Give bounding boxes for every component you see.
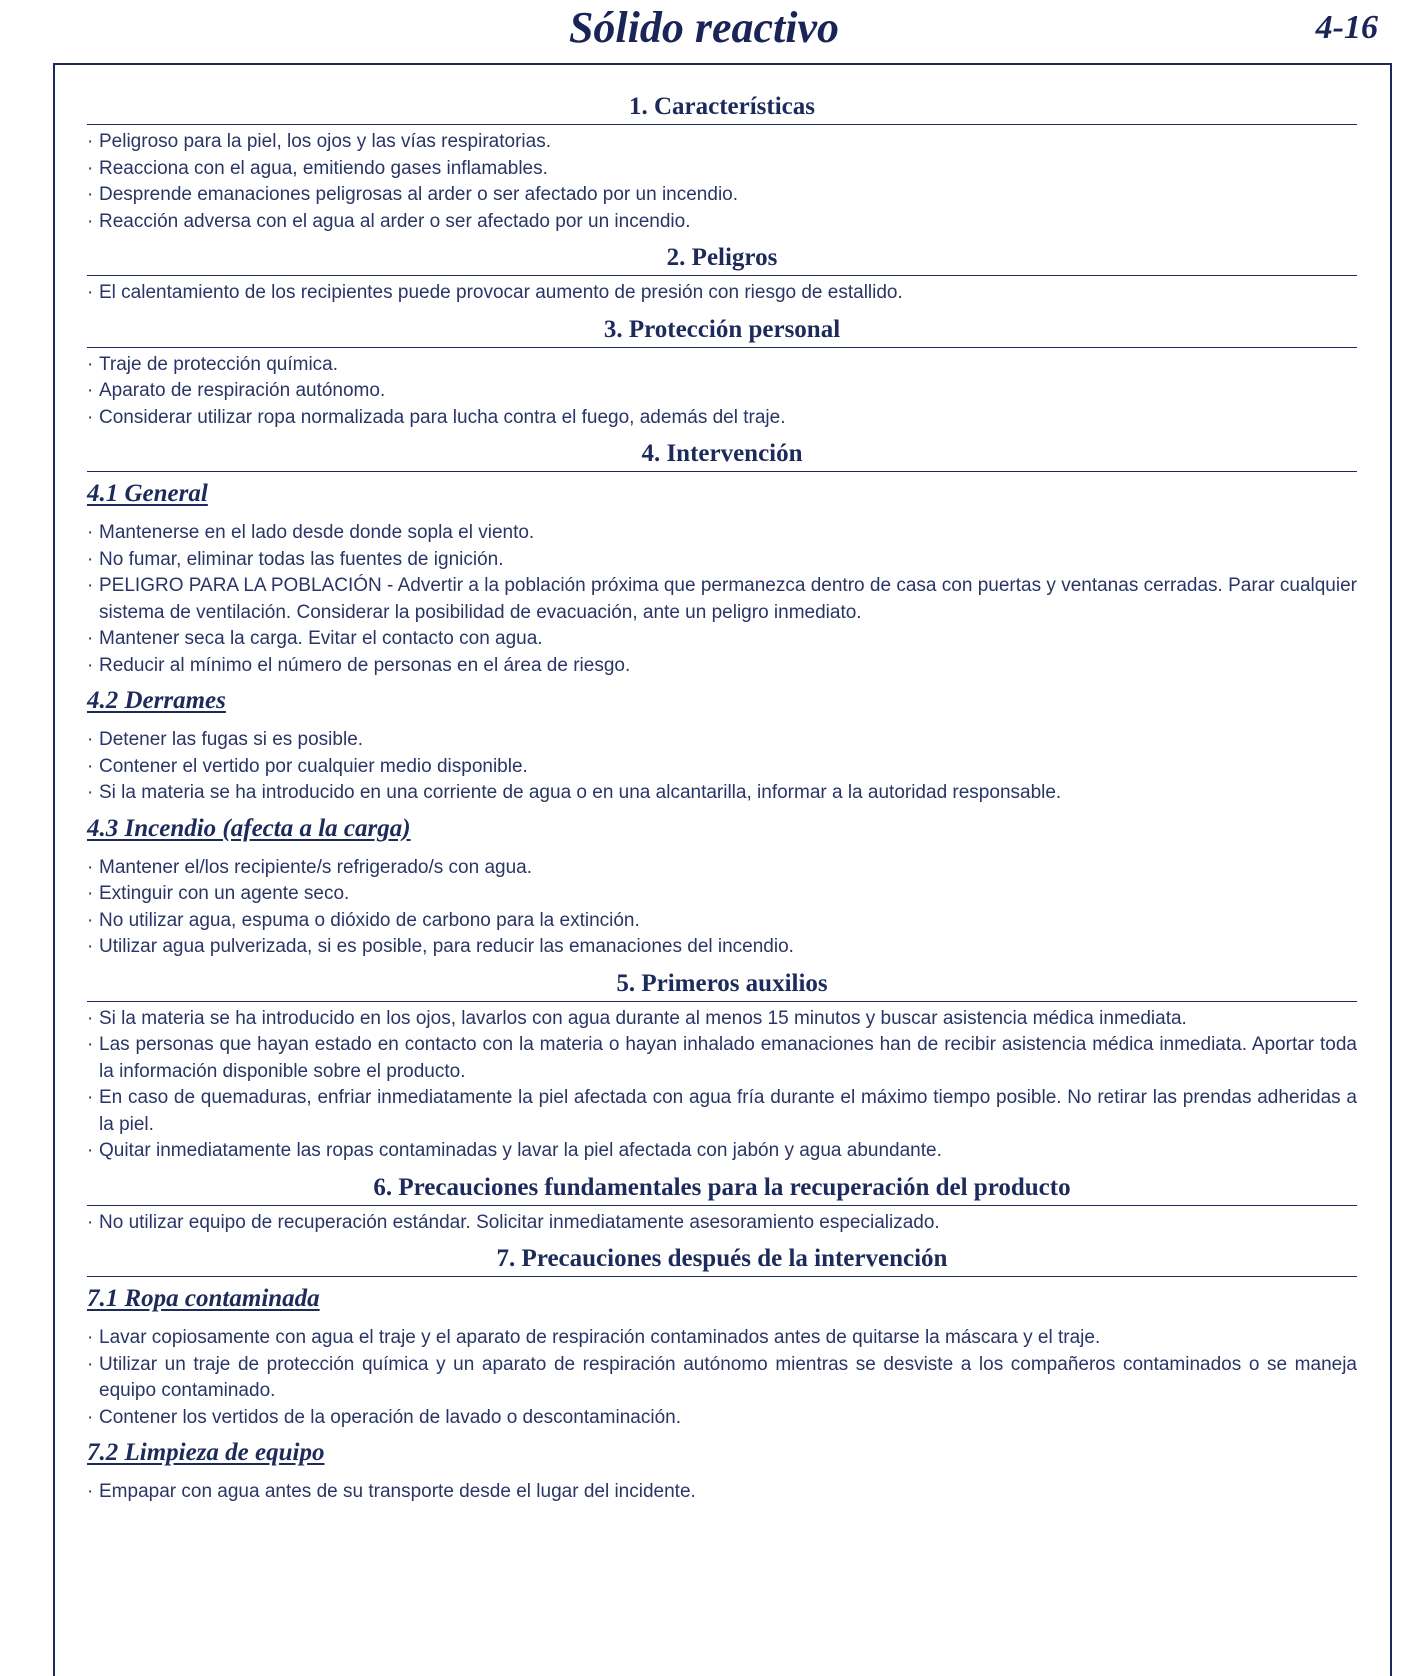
section-heading: 7. Precauciones después de la intervención bbox=[87, 1244, 1357, 1277]
list-item: · No utilizar equipo de recuperación estándar. Solicitar inmediatamente asesoramiento especializado. bbox=[87, 1210, 1357, 1237]
section bbox=[87, 315, 1357, 432]
list-item: · Las personas que hayan estado en contacto con la materia o hayan inhalado emanaciones han de recibir asistencia médica inmediata. Aportar toda la información disponible sobre el producto. bbox=[87, 1032, 1357, 1085]
section-heading: 4. Intervención bbox=[87, 439, 1357, 472]
subsection-heading: 7.2 Limpieza de equipo bbox=[87, 1439, 325, 1466]
section bbox=[87, 1244, 1357, 1506]
list-item: · Si la materia se ha introducido en una corriente de agua o en una alcantarilla, informar a la autoridad responsable. bbox=[87, 780, 1357, 807]
list-item: · Considerar utilizar ropa normalizada para lucha contra el fuego, además del traje. bbox=[87, 405, 1357, 432]
list-item: · No utilizar agua, espuma o dióxido de carbono para la extinción. bbox=[87, 908, 1357, 935]
list-item: · Traje de protección química. bbox=[87, 352, 1357, 379]
item-list bbox=[87, 1210, 1357, 1237]
section bbox=[87, 439, 1357, 961]
list-item: · Utilizar agua pulverizada, si es posible, para reducir las emanaciones del incendio. bbox=[87, 934, 1357, 961]
subsection-heading: 7.1 Ropa contaminada bbox=[87, 1285, 320, 1312]
list-item: · Detener las fugas si es posible. bbox=[87, 727, 1357, 754]
list-item: · Reducir al mínimo el número de personas en el área de riesgo. bbox=[87, 653, 1357, 680]
list-item: · Contener el vertido por cualquier medio disponible. bbox=[87, 754, 1357, 781]
list-item: · El calentamiento de los recipientes puede provocar aumento de presión con riesgo de estallido. bbox=[87, 280, 1357, 307]
list-item: · Empapar con agua antes de su transporte desde el lugar del incidente. bbox=[87, 1479, 1357, 1506]
item-list bbox=[87, 1006, 1357, 1165]
list-item: · Si la materia se ha introducido en los ojos, lavarlos con agua durante al menos 15 minutos y buscar asistencia médica inmediata. bbox=[87, 1006, 1357, 1033]
section bbox=[87, 969, 1357, 1165]
list-item: · Mantenerse en el lado desde donde sopla el viento. bbox=[87, 520, 1357, 547]
document-body bbox=[87, 92, 1357, 1514]
list-item: · Quitar inmediatamente las ropas contaminadas y lavar la piel afectada con jabón y agua abundante. bbox=[87, 1138, 1357, 1165]
list-item: · No fumar, eliminar todas las fuentes de ignición. bbox=[87, 547, 1357, 574]
item-list bbox=[87, 1325, 1357, 1431]
list-item: · Peligroso para la piel, los ojos y las vías respiratorias. bbox=[87, 129, 1357, 156]
list-item: · Reacción adversa con el agua al arder o ser afectado por un incendio. bbox=[87, 209, 1357, 236]
page-number: 4-16 bbox=[1315, 9, 1378, 46]
section-heading: 2. Peligros bbox=[87, 243, 1357, 276]
item-list bbox=[87, 1479, 1357, 1506]
list-item: · Aparato de respiración autónomo. bbox=[87, 378, 1357, 405]
section-heading: 6. Precauciones fundamentales para la recuperación del producto bbox=[87, 1173, 1357, 1206]
section-heading: 3. Protección personal bbox=[87, 315, 1357, 348]
list-item: · Utilizar un traje de protección química y un aparato de respiración autónomo mientras se desviste a los compañeros contaminados o se maneja equipo contaminado. bbox=[87, 1352, 1357, 1405]
list-item: · Mantener el/los recipiente/s refrigerado/s con agua. bbox=[87, 855, 1357, 882]
item-list bbox=[87, 520, 1357, 679]
section-heading: 1. Características bbox=[87, 92, 1357, 125]
page-title: Sólido reactivo bbox=[568, 3, 840, 52]
item-list bbox=[87, 727, 1357, 807]
list-item: · Extinguir con un agente seco. bbox=[87, 881, 1357, 908]
list-item: · PELIGRO PARA LA POBLACIÓN - Advertir a la población próxima que permanezca dentro de casa con puertas y ventanas cerradas. Parar cualquier sistema de ventilación. Considerar la posibilidad de evacuación, ante un peligro inmediato. bbox=[87, 573, 1357, 626]
section-heading: 5. Primeros auxilios bbox=[87, 969, 1357, 1002]
subsection-heading: 4.2 Derrames bbox=[87, 687, 226, 714]
list-item: · Reacciona con el agua, emitiendo gases inflamables. bbox=[87, 156, 1357, 183]
subsection-heading: 4.1 General bbox=[87, 480, 208, 507]
item-list bbox=[87, 280, 1357, 307]
item-list bbox=[87, 855, 1357, 961]
section bbox=[87, 1173, 1357, 1237]
list-item: · Contener los vertidos de la operación de lavado o descontaminación. bbox=[87, 1405, 1357, 1432]
list-item: · Lavar copiosamente con agua el traje y el aparato de respiración contaminados antes de quitarse la máscara y el traje. bbox=[87, 1325, 1357, 1352]
item-list bbox=[87, 129, 1357, 235]
subsection-heading: 4.3 Incendio (afecta a la carga) bbox=[87, 814, 411, 842]
section bbox=[87, 92, 1357, 235]
list-item: · Mantener seca la carga. Evitar el contacto con agua. bbox=[87, 626, 1357, 653]
list-item: · Desprende emanaciones peligrosas al arder o ser afectado por un incendio. bbox=[87, 182, 1357, 209]
item-list bbox=[87, 352, 1357, 432]
list-item: · En caso de quemaduras, enfriar inmediatamente la piel afectada con agua fría durante el máximo tiempo posible. No retirar las prendas adheridas a la piel. bbox=[87, 1085, 1357, 1138]
section bbox=[87, 243, 1357, 307]
